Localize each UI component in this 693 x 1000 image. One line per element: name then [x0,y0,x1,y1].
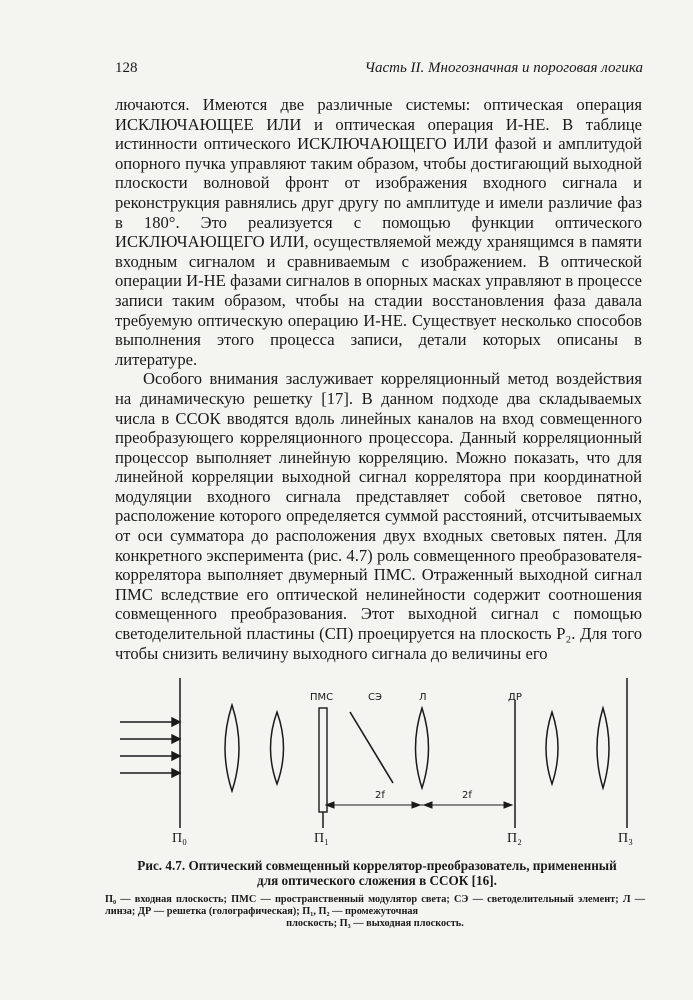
page-number: 128 [115,60,138,76]
label-p0: П₀ [172,831,187,846]
figure-legend [105,894,645,930]
lens-2 [271,712,284,784]
figure-4-7 [110,670,650,855]
lens-4 [597,708,609,788]
label-distance-2: 2f [462,790,472,801]
label-se: СЭ [368,692,382,703]
legend-line-2: плоскость; П₃ — выходная плоскость. [286,918,464,929]
caption-line-2: для оптического сложения в ССОК [16]. [257,873,497,888]
running-title: Часть II. Многозначная и пороговая логика [364,60,643,76]
page-header [115,60,643,80]
paragraph-2: Особого внимания заслуживает корреляционный метод воздействия на динамическую решетку [17]. В данном подходе два складываемых числа в ССОК вводятся вдоль линейных каналов на вход совмещенного преобразующего корреляционного процессора. Данный корреляционный процессор выполняет линейную корреляцию. Можно показать, что для линейной корреляции выходной сигнал коррелятора при координатной модуляции входного сигнала представляет собой световое пятно, расположение которого определяется суммой расстояний, отсчитываемых от оси сумматора до расположения двух входных световых пятен. Для конкретного эксперимента (рис. 4.7) роль совмещенного преобразователя-коррелятора выполняет двумерный ПМС. Отраженный выходной сигнал ПМС вследствие его оптической нелинейности содержит соотношения совмещенного преобразования. Этот выходной сигнал с помощью светоделительной пластины (СП) проецируется на плоскость P₂. Для того чтобы снизить величину выходного сигнала до величины его [115,369,642,663]
dimension-arrow [326,802,512,808]
pms-modulator [319,708,327,812]
body-text [115,95,642,663]
figure-caption [112,858,642,888]
label-p3: П₃ [618,831,633,846]
label-pms: ПМС [310,692,334,703]
paragraph-1: лючаются. Имеются две различные системы: оптическая операция ИСКЛЮЧАЮЩЕЕ ИЛИ и оптическая операция И-НЕ. В таблице истинности оптического ИСКЛЮЧАЮЩЕГО ИЛИ фазой и амплитудой опорного пучка управляют таким образом, чтобы достигающий выходной плоскости волновой фронт от изображения входного сигнала и реконструкция равнялись друг другу по амплитуде и имели различие фаз в 180°. Это реализуется с помощью функции оптического ИСКЛЮЧАЮЩЕГО ИЛИ, осуществляемой между хранящимся в памяти входным сигналом и сравниваемым с изображением. В оптической операции И-НЕ фазами сигналов в опорных масках управляют в процессе записи таким образом, чтобы на стадии восстановления фаза давала требуемую оптическую операцию И-НЕ. Существует несколько способов выполнения этого процесса записи, детали которых описаны в литературе. [115,95,642,369]
label-p2: П₂ [507,831,522,846]
label-dr: ДР [508,692,522,703]
caption-line-1: Рис. 4.7. Оптический совмещенный коррелятор-преобразователь, примененный [137,858,617,873]
label-l: Л [419,692,427,703]
lens-3 [546,712,558,784]
label-p1: П₁ [314,831,329,846]
beam-splitter [350,712,393,783]
lens-l [416,708,429,788]
input-beam-arrows [120,718,180,777]
label-distance-1: 2f [375,790,385,801]
legend-line-1: П₀ — входная плоскость; ПМС — пространственный модулятор света; СЭ — светоделительный элемент; Л — линза; ДР — решетка (голографическая); П₁, П₂ — промежуточная [105,894,645,917]
lens-1 [225,705,239,791]
